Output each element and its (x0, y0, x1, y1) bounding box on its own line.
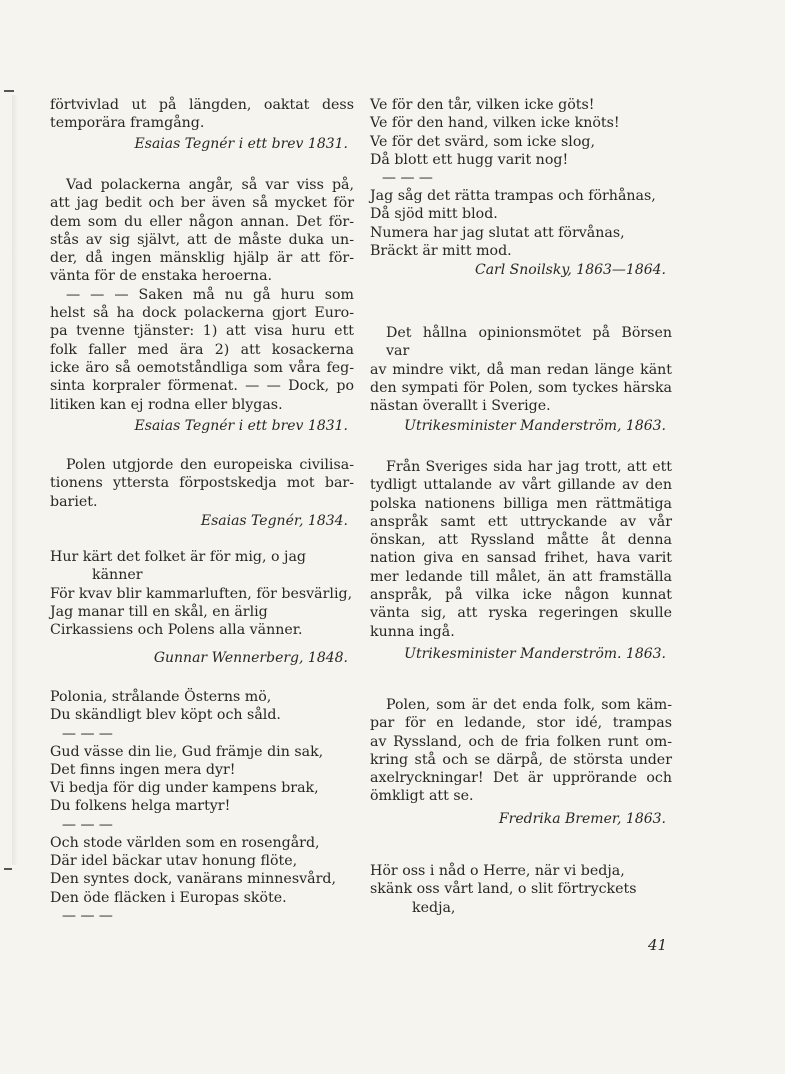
margin-mark (4, 868, 12, 870)
verse-line: Och stode världen som en rosengård, (50, 834, 320, 851)
text-line: dem som du eller någon annan. Det för- (50, 213, 354, 230)
text-line: den sympati för Polen, som tyckes härska (370, 379, 672, 396)
text-line: nation giva en sansad frihet, hava varit (370, 550, 672, 567)
margin-mark (4, 90, 14, 92)
text-line: Vad polackerna angår, så var viss på, (66, 177, 354, 193)
text-line: der, då ingen mänsklig hjälp är att för- (50, 250, 354, 267)
attribution: Esaias Tegnér, 1834. (200, 512, 348, 529)
text-line: anspråk samt ett uttryckande av vår (370, 513, 672, 530)
verse-line: Du folkens helga martyr! (50, 798, 231, 815)
attribution: Utrikesminister Manderström. 1863. (404, 645, 666, 662)
text-line: kring stå och se därpå, de största under (370, 751, 672, 768)
text-line: ömkligt att se. (370, 788, 474, 805)
attribution: Carl Snoilsky, 1863—1864. (475, 262, 666, 279)
text-line: tionens yttersta förpostskedja mot bar- (50, 475, 354, 492)
text-line: — — — Saken må nu gå huru som (66, 286, 354, 303)
verse-line: kedja, (412, 899, 456, 916)
text-line: bariet. (50, 493, 98, 510)
text-line: förtvivlad ut på längden, oaktat dess (50, 97, 354, 113)
verse-line: Hör oss i nåd o Herre, när vi bedja, (370, 863, 625, 879)
verse-line: Jag såg det rätta trampas och förhånas, (370, 188, 656, 205)
quote-wennerberg (50, 548, 354, 667)
quote-tegner-3 (50, 456, 354, 530)
separator-dashes: — — — (382, 170, 433, 187)
verse-line: Ve för den tår, vilken icke göts! (370, 97, 595, 113)
verse-line: Den syntes dock, vanärans minnesvård, (50, 871, 336, 888)
verse-line: Cirkassiens och Polens alla vänner. (50, 622, 303, 639)
scan-margin-shadow (12, 95, 18, 865)
text-line: pa tvenne tjänster: 1) att visa huru ett (50, 323, 354, 340)
quote-manderstrom-2 (370, 458, 672, 663)
text-line: folk faller med ära 2) att kosackerna (50, 341, 354, 358)
text-line: temporära framgång. (50, 115, 205, 132)
text-line: av Ryssland, och de fria folken runt om- (370, 733, 672, 750)
verse-line: Då sjöd mitt blod. (370, 206, 498, 223)
quote-bremer (370, 696, 672, 828)
text-line: helst så ha dock polackerna gjort Euro- (50, 305, 354, 322)
verse-line: Hur kärt det folket är för mig, o jag (50, 549, 306, 565)
attribution: Utrikesminister Manderström, 1863. (404, 418, 666, 435)
verse-line: Bräckt är mitt mod. (370, 243, 512, 260)
separator-dashes: — — — (62, 816, 113, 833)
text-line: att jag bedit och ber även så mycket för (50, 195, 354, 212)
text-line: anspråk, på vilka icke någon kunnat (370, 587, 672, 604)
text-line: kunna ingå. (370, 623, 455, 640)
text-line: tydligt uttalande av vårt gillande av den (370, 477, 672, 494)
quote-manderstrom-1 (370, 324, 672, 435)
verse-line: Ve för den hand, vilken icke knöts! (370, 115, 620, 132)
verse-line: känner (92, 567, 143, 584)
text-line: stås av sig självt, att de måste duka un- (50, 231, 354, 248)
verse-line: Den öde fläcken i Europas sköte. (50, 889, 287, 906)
verse-line: Där idel bäckar utav honung flöte, (50, 853, 298, 870)
text-line: Det hållna opinionsmötet på Börsen var (386, 325, 672, 360)
quote-tegner-1 (50, 96, 354, 153)
verse-line: Vi bedja för dig under kampens brak, (50, 780, 319, 797)
page-number: 41 (648, 936, 668, 954)
poem-polonia (50, 688, 354, 925)
text-line: par för en ledande, stor idé, trampas (370, 715, 672, 732)
text-line: axelryckningar! Det är upprörande och (370, 770, 672, 787)
text-line: vänta sig, att ryska regeringen skulle (370, 605, 672, 622)
text-line: Polen, som är det enda folk, som käm- (386, 697, 672, 713)
verse-line: skänk oss vårt land, o slit förtryckets (370, 881, 637, 898)
attribution: Esaias Tegnér i ett brev 1831. (134, 135, 348, 152)
separator-dashes: — — — (62, 907, 113, 924)
attribution: Fredrika Bremer, 1863. (498, 810, 666, 827)
verse-line: Det finns ingen mera dyr! (50, 761, 236, 778)
text-line: litiken kan ej rodna eller blygas. (50, 396, 283, 413)
prayer-verse (370, 862, 672, 917)
text-line: mer ledande till målet, än att framställa (370, 568, 672, 585)
quote-tegner-2 (50, 176, 354, 435)
text-line: nästan överallt i Sverige. (370, 398, 551, 415)
text-line: av mindre vikt, då man redan länge känt (370, 361, 672, 378)
verse-line: Du skändligt blev köpt och såld. (50, 707, 281, 724)
text-line: icke äro så oemotståndliga som våra feg- (50, 359, 354, 376)
verse-line: Numera har jag slutat att förvånas, (370, 224, 625, 241)
text-line: polska nationens billiga men rättmätiga (370, 495, 672, 512)
separator-dashes: — — — (62, 725, 113, 742)
text-line: Från Sveriges sida har jag trott, att ett (386, 459, 672, 475)
text-line: önskan, att Ryssland måtte åt denna (370, 532, 672, 549)
text-line: sinta korpraler förmenat. — — Dock, po (50, 378, 354, 395)
verse-line: Då blott ett hugg varit nog! (370, 151, 569, 168)
verse-line: Ve för det svärd, som icke slog, (370, 133, 595, 150)
attribution: Gunnar Wennerberg, 1848. (153, 650, 348, 667)
verse-line: Gud vässe din lie, Gud främje din sak, (50, 743, 324, 760)
verse-line: Polonia, strålande Österns mö, (50, 689, 272, 705)
attribution: Esaias Tegnér i ett brev 1831. (134, 417, 348, 434)
verse-line: Jag manar till en skål, en ärlig (50, 603, 268, 620)
poem-snoilsky (370, 96, 672, 279)
text-line: Polen utgjorde den europeiska civilisa- (66, 457, 354, 473)
text-line: vänta för de enstaka heroerna. (50, 268, 273, 285)
verse-line: För kvav blir kammarluften, för besvärlig, (50, 585, 353, 602)
